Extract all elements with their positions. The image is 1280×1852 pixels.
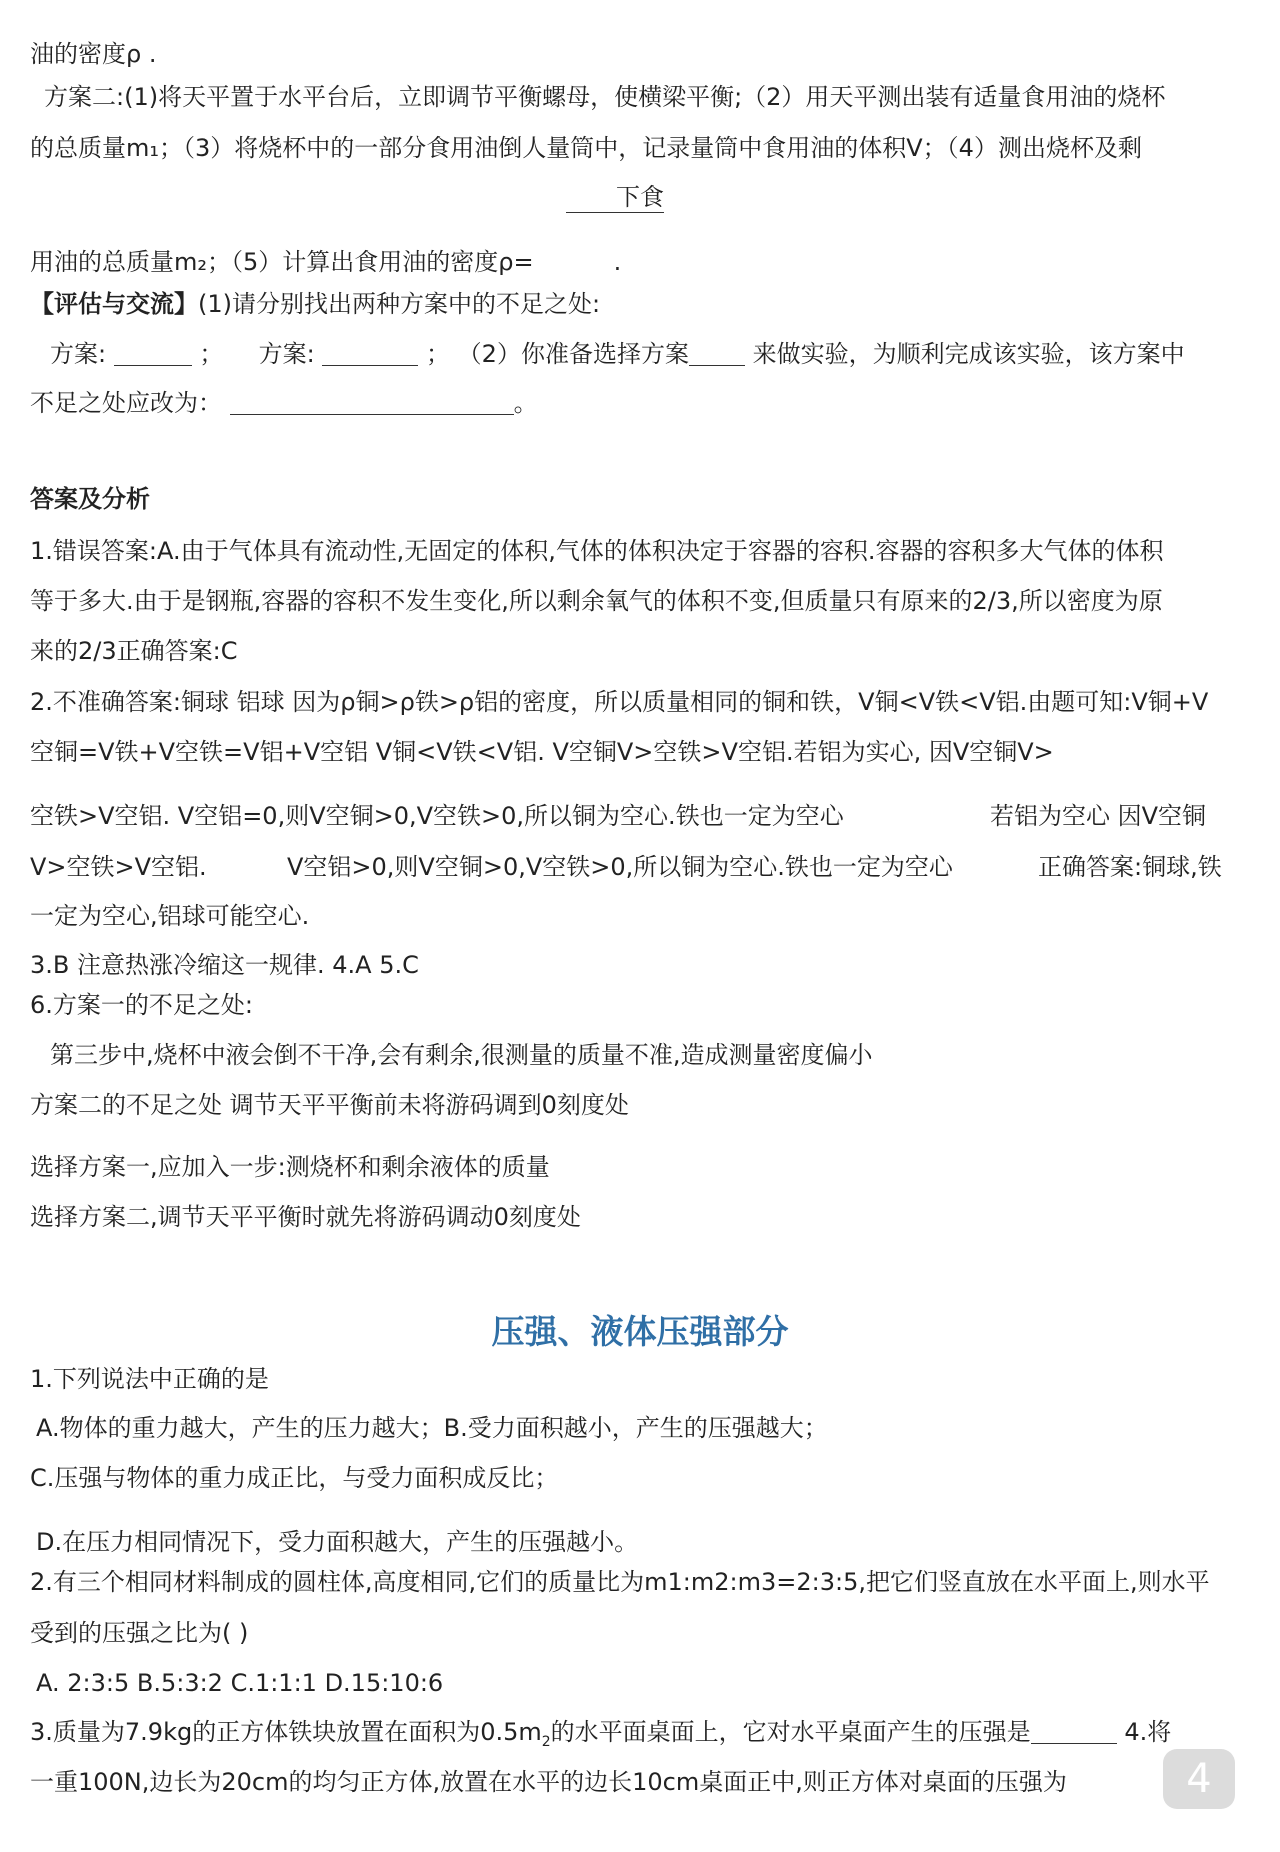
answer-2-line-3a: 空铁>V空铝. V空铝=0,则V空铜>0,V空铁>0,所以铜为空心.铁也一定为空心 xyxy=(30,802,844,830)
question-2-line-2: 受到的压强之比为( ) xyxy=(30,1619,249,1647)
question-1-options-ab: A.物体的重力越大，产生的压力越大；B.受力面积越小，产生的压强越大； xyxy=(36,1414,828,1442)
answer-1-line-2: 等于多大.由于是钢瓶,容器的容积不发生变化,所以剩余氧气的体积不变,但质量只有原来的2/3,所以密度为原 xyxy=(30,587,1163,615)
question-3-line: 3.质量为7.9kg的正方体铁块放置在面积为$0.5m_2$的水平面桌面上，它对水平桌面产生的压强是 4.将 xyxy=(30,1718,1172,1750)
answer-2-line-4c: 正确答案:铜球,铁 xyxy=(1038,853,1222,881)
answer-2-line-2: 空铜=V铁+V空铁=V铝+V空铝 V铜<V铁<V铝. V空铜V>空铁>V空铝.若铝为实心, 因V空铜V> xyxy=(30,738,1054,766)
question-2-line-1: 2.有三个相同材料制成的圆柱体,高度相同,它们的质量比为m1:m2:m3=2:3:5,把它们竖直放在水平面上,则水平 xyxy=(30,1568,1210,1596)
answer-3-line: 3.B 注意热涨冷缩这一规律. 4.A 5.C xyxy=(30,951,419,979)
plan2-line-2: 的总质量m₁；（3）将烧杯中的一部分食用油倒人量筒中，记录量筒中食用油的体积V；（4）测出烧杯及剩 xyxy=(30,134,1142,162)
evaluation-line-1: 【评估与交流】(1)请分别找出两种方案中的不足之处: xyxy=(30,290,601,318)
answer-2-line-4b: V空铝>0,则V空铜>0,V空铁>0,所以铜为空心.铁也一定为空心 xyxy=(287,853,953,881)
page-number-badge: 4 xyxy=(1163,1749,1235,1809)
evaluation-line-3: 不足之处应改为： 。 xyxy=(30,389,538,417)
answers-heading: 答案及分析 xyxy=(30,485,150,513)
question-1-option-d: D.在压力相同情况下，受力面积越大，产生的压强越小。 xyxy=(36,1528,639,1556)
plan2-line-4: 用油的总质量m₂；（5）计算出食用油的密度ρ= . xyxy=(30,248,622,276)
plan2-line-1: 方案二:(1)将天平置于水平台后，立即调节平衡螺母，使横梁平衡;（2）用天平测出装有适量食用油的烧杯 xyxy=(44,83,1166,111)
answer-6-line-2: 方案二的不足之处 调节天平平衡前未将游码调到0刻度处 xyxy=(30,1091,629,1119)
question-4-line: 一重100N,边长为20cm的均匀正方体,放置在水平的边长10cm桌面正中,则正方体对桌面的压强为 xyxy=(30,1768,1067,1796)
answer-2-line-5: 一定为空心,铝球可能空心. xyxy=(30,902,310,930)
question-1: 1.下列说法中正确的是 xyxy=(30,1365,269,1393)
answer-2-line-4a: V>空铁>V空铝. xyxy=(30,853,207,881)
section-title: 压强、液体压强部分 xyxy=(491,1312,789,1351)
text-fragment: 油的密度ρ . xyxy=(30,40,157,68)
answer-6-line-3: 选择方案一,应加入一步:测烧杯和剩余液体的质量 xyxy=(30,1153,550,1181)
answer-6-line-4: 选择方案二,调节天平平衡时就先将游码调动0刻度处 xyxy=(30,1203,581,1231)
evaluation-line-2: 方案: ； 方案: ； （2）你准备选择方案 来做实验，为顺利完成该实验，该方案中 xyxy=(50,340,1185,368)
plan2-line-3: 下食 xyxy=(566,183,664,213)
question-2-options: A. 2:3:5 B.5:3:2 C.1:1:1 D.15:10:6 xyxy=(36,1669,444,1697)
answer-2-line-3b: 若铝为空心 因V空铜 xyxy=(990,802,1207,830)
answer-1-line-3: 来的2/3正确答案:C xyxy=(30,637,238,665)
question-1-option-c: C.压强与物体的重力成正比，与受力面积成反比； xyxy=(30,1464,559,1492)
answer-6-heading: 6.方案一的不足之处: xyxy=(30,991,253,1019)
answer-2-line-1: 2.不准确答案:铜球 铝球 因为ρ铜>ρ铁>ρ铝的密度，所以质量相同的铜和铁，V铜<V铁<V铝.由题可知:V铜+V xyxy=(30,688,1209,716)
answer-1-line-1: 1.错误答案:A.由于气体具有流动性,无固定的体积,气体的体积决定于容器的容积.容器的容积多大气体的体积 xyxy=(30,537,1164,565)
answer-6-line-1: 第三步中,烧杯中液会倒不干净,会有剩余,很测量的质量不准,造成测量密度偏小 xyxy=(50,1041,873,1069)
evaluation-heading: 【评估与交流】 xyxy=(30,290,198,318)
